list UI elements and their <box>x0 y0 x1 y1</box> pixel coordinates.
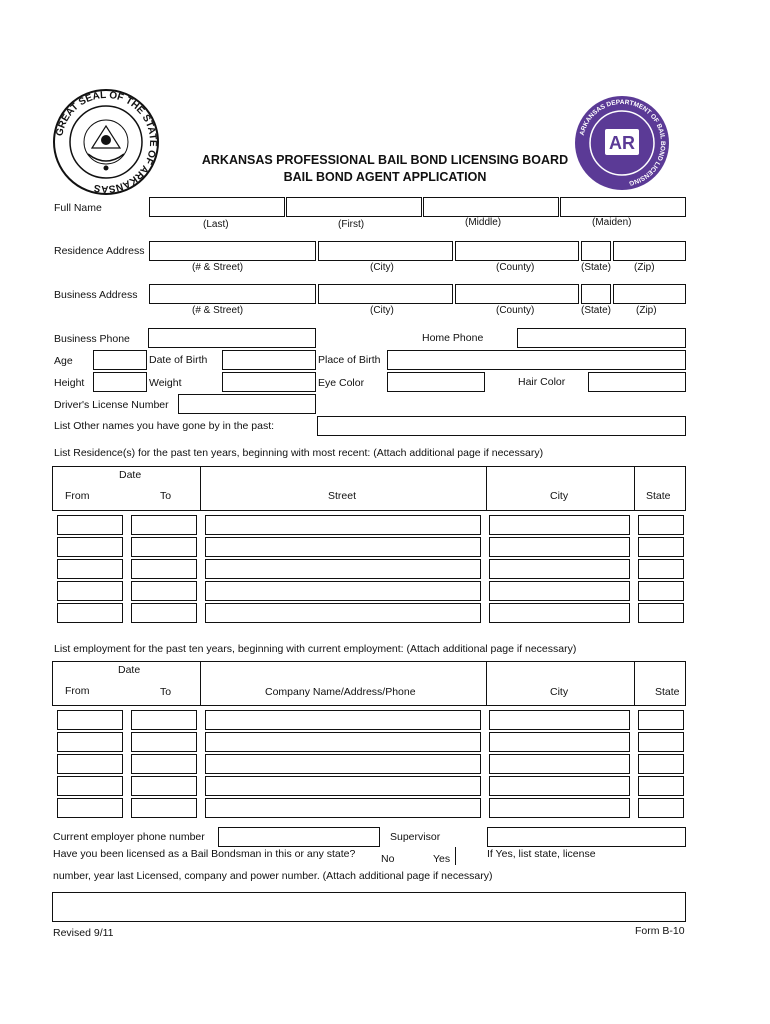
employment-to-header: To <box>160 686 172 698</box>
employment-city-cell[interactable] <box>489 798 630 818</box>
employment-from-cell[interactable] <box>57 732 123 752</box>
employment-state-cell[interactable] <box>638 754 684 774</box>
residences-street-header: Street <box>328 490 357 502</box>
business-street-sublabel: (# & Street) <box>192 305 244 316</box>
residence-city-field[interactable] <box>318 241 453 261</box>
if-yes-label: If Yes, list state, license <box>487 848 596 860</box>
first-name-field[interactable] <box>286 197 422 217</box>
employment-state-cell[interactable] <box>638 776 684 796</box>
licensed-no-option[interactable]: No <box>381 853 395 865</box>
business-phone-label: Business Phone <box>54 333 130 345</box>
employment-to-cell[interactable] <box>131 798 197 818</box>
residence-zip-field[interactable] <box>613 241 686 261</box>
employment-to-cell[interactable] <box>131 776 197 796</box>
maiden-sublabel: (Maiden) <box>592 217 632 228</box>
eye-color-field[interactable] <box>387 372 485 392</box>
if-yes-continued: number, year last Licensed, company and power number. (Attach additional page if necessary) <box>53 870 493 882</box>
residence-city-sublabel: (City) <box>370 262 394 273</box>
residence-street-sublabel: (# & Street) <box>192 262 244 273</box>
employment-state-header: State <box>655 686 680 698</box>
residence-from-cell[interactable] <box>57 537 123 557</box>
employment-from-cell[interactable] <box>57 710 123 730</box>
employment-street-cell[interactable] <box>205 754 481 774</box>
business-county-field[interactable] <box>455 284 579 304</box>
dob-label: Date of Birth <box>149 354 208 366</box>
business-phone-field[interactable] <box>148 328 316 348</box>
weight-field[interactable] <box>222 372 316 392</box>
form-subtitle: BAIL BOND AGENT APPLICATION <box>283 170 487 184</box>
supervisor-label: Supervisor <box>390 831 441 843</box>
hair-color-field[interactable] <box>588 372 686 392</box>
employment-from-cell[interactable] <box>57 754 123 774</box>
licensed-question: Have you been licensed as a Bail Bondsman in this or any state? <box>53 848 356 860</box>
business-address-label: Business Address <box>54 289 138 301</box>
licensed-yes-option[interactable]: Yes <box>433 853 451 865</box>
employment-state-cell[interactable] <box>638 732 684 752</box>
employment-company-header: Company Name/Address/Phone <box>265 686 416 698</box>
residence-from-cell[interactable] <box>57 559 123 579</box>
employment-from-header: From <box>65 685 90 697</box>
logo-mark: AR <box>609 133 635 153</box>
employment-to-cell[interactable] <box>131 732 197 752</box>
residences-table-header <box>52 466 686 511</box>
employment-from-cell[interactable] <box>57 798 123 818</box>
business-county-sublabel: (County) <box>496 305 535 316</box>
last-name-field[interactable] <box>149 197 285 217</box>
business-city-field[interactable] <box>318 284 453 304</box>
age-label: Age <box>54 355 73 367</box>
full-name-label: Full Name <box>54 202 102 214</box>
employment-street-cell[interactable] <box>205 798 481 818</box>
employment-table-header <box>52 661 686 706</box>
residence-to-cell[interactable] <box>131 603 197 623</box>
residence-from-cell[interactable] <box>57 603 123 623</box>
residence-state-field[interactable] <box>581 241 611 261</box>
employment-city-cell[interactable] <box>489 710 630 730</box>
business-zip-sublabel: (Zip) <box>636 305 657 316</box>
employment-date-header: Date <box>118 664 141 676</box>
residence-from-cell[interactable] <box>57 515 123 535</box>
home-phone-field[interactable] <box>517 328 686 348</box>
logo-text: ARKANSAS DEPARTMENT OF BAIL BOND LICENSING <box>578 98 667 187</box>
residence-street-cell[interactable] <box>205 581 481 601</box>
business-street-field[interactable] <box>149 284 316 304</box>
drivers-license-label: Driver's License Number <box>54 399 169 411</box>
residence-street-cell[interactable] <box>205 603 481 623</box>
residences-city-header: City <box>550 490 569 502</box>
residence-state-cell[interactable] <box>638 515 684 535</box>
other-names-label: List Other names you have gone by in the past: <box>54 420 275 432</box>
residences-intro: List Residence(s) for the past ten years, beginning with most recent: (Attach additional page if necessary) <box>54 447 544 459</box>
residence-address-label: Residence Address <box>54 245 145 257</box>
seal-text: GREAT SEAL OF THE STATE OF ARKANSAS <box>54 89 159 195</box>
residence-from-cell[interactable] <box>57 581 123 601</box>
middle-name-field[interactable] <box>423 197 559 217</box>
residences-from-header: From <box>65 490 90 502</box>
residence-to-cell[interactable] <box>131 537 197 557</box>
employment-city-cell[interactable] <box>489 776 630 796</box>
residence-city-cell[interactable] <box>489 515 630 535</box>
supervisor-field[interactable] <box>487 827 686 847</box>
height-label: Height <box>54 377 85 389</box>
height-field[interactable] <box>93 372 147 392</box>
age-field[interactable] <box>93 350 147 370</box>
employment-street-cell[interactable] <box>205 732 481 752</box>
residence-state-cell[interactable] <box>638 603 684 623</box>
form-title: ARKANSAS PROFESSIONAL BAIL BOND LICENSING BOARD <box>201 153 569 167</box>
residence-county-sublabel: (County) <box>496 262 535 273</box>
dob-field[interactable] <box>222 350 316 370</box>
residence-zip-sublabel: (Zip) <box>634 262 655 273</box>
residences-date-header: Date <box>119 469 142 481</box>
residence-city-cell[interactable] <box>489 559 630 579</box>
form-number: Form B-10 <box>635 925 685 937</box>
eye-color-label: Eye Color <box>318 377 365 389</box>
residence-to-cell[interactable] <box>131 559 197 579</box>
residence-to-cell[interactable] <box>131 581 197 601</box>
business-state-sublabel: (State) <box>581 305 612 316</box>
business-city-sublabel: (City) <box>370 305 394 316</box>
employment-street-cell[interactable] <box>205 776 481 796</box>
employment-from-cell[interactable] <box>57 776 123 796</box>
other-names-field[interactable] <box>317 416 686 436</box>
employment-city-cell[interactable] <box>489 754 630 774</box>
employment-street-cell[interactable] <box>205 710 481 730</box>
drivers-license-field[interactable] <box>178 394 316 414</box>
home-phone-label: Home Phone <box>422 332 484 344</box>
maiden-name-field[interactable] <box>560 197 686 217</box>
employment-to-cell[interactable] <box>131 754 197 774</box>
employer-phone-field[interactable] <box>218 827 380 847</box>
residence-to-cell[interactable] <box>131 515 197 535</box>
business-state-field[interactable] <box>581 284 611 304</box>
residence-street-cell[interactable] <box>205 537 481 557</box>
residence-county-field[interactable] <box>455 241 579 261</box>
residence-city-cell[interactable] <box>489 537 630 557</box>
first-sublabel: (First) <box>338 219 365 230</box>
residence-street-field[interactable] <box>149 241 316 261</box>
residence-city-cell[interactable] <box>489 581 630 601</box>
residence-street-cell[interactable] <box>205 559 481 579</box>
residences-state-header: State <box>646 490 671 502</box>
revised-date: Revised 9/11 <box>53 927 114 939</box>
residence-city-cell[interactable] <box>489 603 630 623</box>
employment-to-cell[interactable] <box>131 710 197 730</box>
residence-state-cell[interactable] <box>638 559 684 579</box>
place-of-birth-label: Place of Birth <box>318 354 381 366</box>
residences-to-header: To <box>160 490 172 502</box>
middle-sublabel: (Middle) <box>465 217 502 228</box>
residence-state-cell[interactable] <box>638 537 684 557</box>
hair-color-label: Hair Color <box>518 376 566 388</box>
employer-phone-label: Current employer phone number <box>53 831 205 843</box>
residence-state-sublabel: (State) <box>581 262 612 273</box>
employment-state-cell[interactable] <box>638 710 684 730</box>
residence-state-cell[interactable] <box>638 581 684 601</box>
employment-city-header: City <box>550 686 569 698</box>
business-zip-field[interactable] <box>613 284 686 304</box>
last-sublabel: (Last) <box>203 219 229 230</box>
employment-city-cell[interactable] <box>489 732 630 752</box>
license-details-field[interactable] <box>52 892 686 922</box>
residence-street-cell[interactable] <box>205 515 481 535</box>
employment-intro: List employment for the past ten years, beginning with current employment: (Attach additional page if necessary) <box>54 643 577 655</box>
employment-state-cell[interactable] <box>638 798 684 818</box>
place-of-birth-field[interactable] <box>387 350 686 370</box>
weight-label: Weight <box>149 377 182 389</box>
